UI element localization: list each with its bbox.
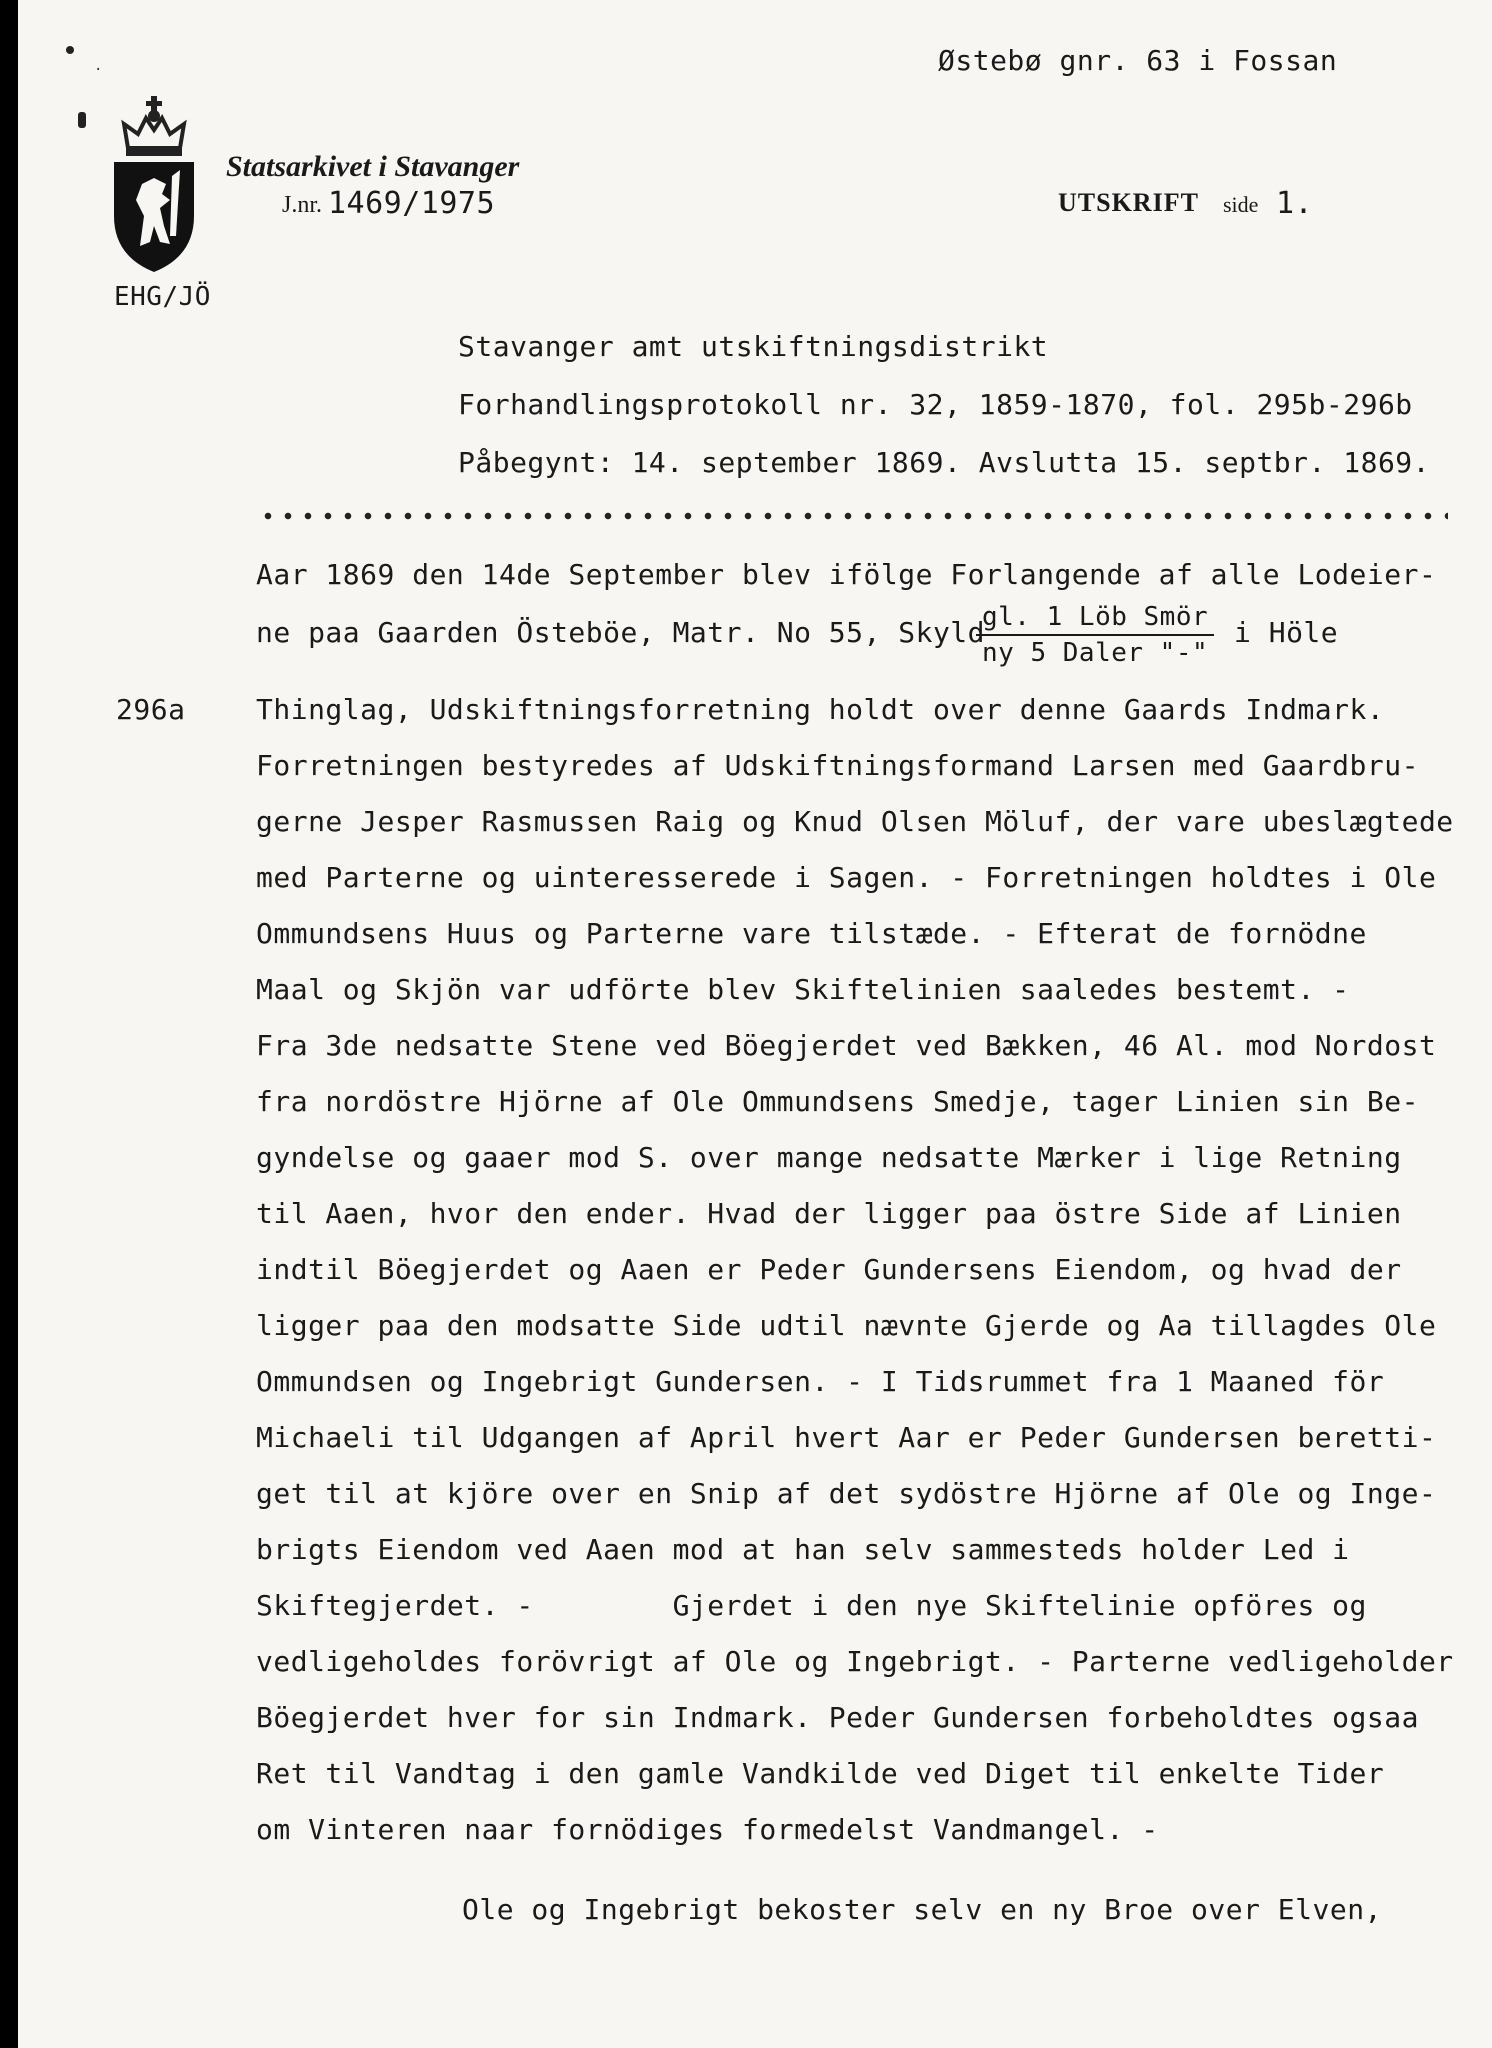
body-line: fra nordöstre Hjörne af Ole Ommundsens Smedje, tager Linien sin Be- [256, 1085, 1419, 1118]
body-line: med Parterne og uinteresserede i Sagen. - Forretningen holdtes i Ole [256, 861, 1437, 894]
scan-speck [78, 112, 86, 128]
author-initials: EHG/JÖ [114, 282, 211, 312]
body-line: get til at kjöre over en Snip af det sydöstre Hjörne af Ole og Inge- [256, 1477, 1437, 1510]
body-line: vedligeholdes forövrigt af Ole og Ingebrigt. - Parterne vedligeholder [256, 1645, 1454, 1678]
body-line: Ret til Vandtag i den gamle Vandkilde ved Diget til enkelte Tider [256, 1757, 1385, 1790]
utskrift-label: UTSKRIFT [1058, 188, 1199, 217]
skyld-new-value: ny 5 Daler "-" [982, 638, 1209, 668]
body-line: Fra 3de nedsatte Stene ved Böegjerdet ved Bækken, 46 Al. mod Nordost [256, 1029, 1437, 1062]
body-line: Aar 1869 den 14de September blev ifölge Forlangende af alle Lodeier- [256, 558, 1437, 591]
body-line: Thinglag, Udskiftningsforretning holdt over denne Gaards Indmark. [256, 693, 1385, 726]
body-line: indtil Böegjerdet og Aaen er Peder Gundersens Eiendom, og hvad der [256, 1253, 1402, 1286]
body-line: til Aaen, hvor den ender. Hvad der ligger paa östre Side af Linien [256, 1197, 1402, 1230]
source-line-2: Forhandlingsprotokoll nr. 32, 1859-1870, fol. 295b-296b [458, 388, 1413, 421]
scan-speck: · [94, 62, 103, 78]
folio-margin-note: 296a [116, 693, 186, 726]
dotted-separator [258, 511, 1448, 521]
source-line-1: Stavanger amt utskiftningsdistrikt [458, 330, 1049, 363]
body-line-tail: i Höle [1234, 616, 1339, 649]
institution-name: Statsarkivet i Stavanger [226, 150, 520, 183]
coat-of-arms-icon [110, 96, 200, 276]
scan-speck [66, 46, 74, 54]
body-line: Skiftegjerdet. - Gjerdet i den nye Skiftelinie opföres og [256, 1589, 1367, 1622]
document-page [18, 0, 1492, 2048]
page-number: 1. [1276, 186, 1314, 221]
body-line: Forretningen bestyredes af Udskiftningsformand Larsen med Gaardbru- [256, 749, 1419, 782]
source-line-3: Påbegynt: 14. september 1869. Avslutta 15. septbr. 1869. [458, 446, 1431, 479]
body-line: Ommundsen og Ingebrigt Gundersen. - I Tidsrummet fra 1 Maaned för [256, 1365, 1385, 1398]
body-line: Maal og Skjön var udförte blev Skiftelinien saaledes bestemt. - [256, 973, 1350, 1006]
top-reference: Østebø gnr. 63 i Fossan [938, 44, 1338, 77]
body-line: Michaeli til Udgangen af April hvert Aar er Peder Gundersen beretti- [256, 1421, 1437, 1454]
body-line: Böegjerdet hver for sin Indmark. Peder Gundersen forbeholdtes ogsaa [256, 1701, 1419, 1734]
body-line: ligger paa den modsatte Side udtil nævnte Gjerde og Aa tillagdes Ole [256, 1309, 1437, 1342]
body-line: om Vinteren naar fornödiges formedelst Vandmangel. - [256, 1813, 1159, 1846]
journal-number: 1469/1975 [328, 186, 496, 221]
body-line: Ommundsens Huus og Parterne vare tilstæde. - Efterat de fornödne [256, 917, 1367, 950]
side-label: side [1223, 192, 1259, 217]
body-line: brigts Eiendom ved Aaen mod at han selv sammesteds holder Led i [256, 1533, 1350, 1566]
body-line: gerne Jesper Rasmussen Raig og Knud Olsen Möluf, der vare ubeslægtede [256, 805, 1454, 838]
skyld-fraction [976, 602, 1214, 668]
body-line: gyndelse og gaaer mod S. over mange nedsatte Mærker i lige Retning [256, 1141, 1402, 1174]
body-line: ne paa Gaarden Östeböe, Matr. No 55, Skyld [256, 616, 986, 649]
skyld-old-value: gl. 1 Löb Smör [976, 602, 1214, 636]
body-line-indented: Ole og Ingebrigt bekoster selv en ny Broe over Elven, [462, 1893, 1382, 1926]
journal-number-label: J.nr. [282, 192, 323, 218]
